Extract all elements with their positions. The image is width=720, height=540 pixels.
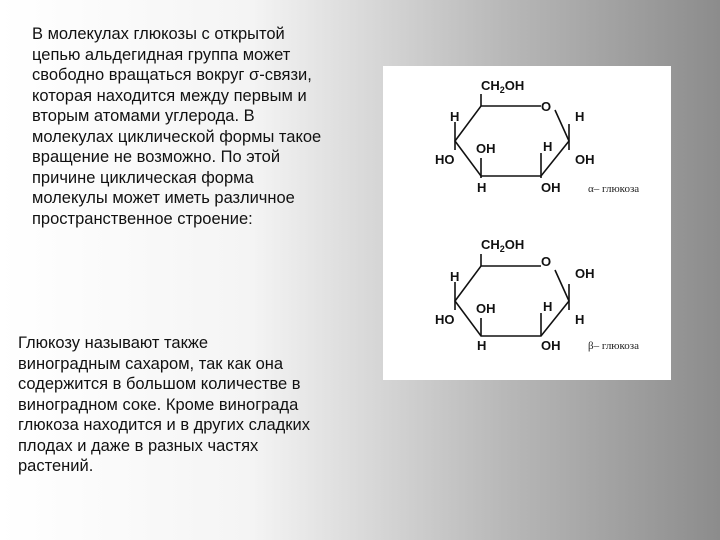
glucose-paragraph: Глюкозу называют также виноградным сахаром, так как она содержится в большом количестве в виноградном соке. Кроме винограда глюкоза находится и в других сладких плодах и даже в разных частях растений. — [18, 334, 310, 475]
beta-c4-h: H — [477, 338, 487, 353]
beta-c3-oh: OH — [476, 301, 496, 316]
beta-c2-h: H — [543, 299, 553, 314]
beta-c1-h: H — [575, 312, 585, 327]
beta-c2-oh: OH — [541, 338, 561, 353]
alpha-ring-oxygen: O — [541, 99, 552, 114]
alpha-c4-h: H — [477, 180, 487, 195]
beta-ch2oh-label: $CH_2OH$ — [481, 237, 525, 254]
structures-panel — [383, 66, 671, 380]
beta-c1-oh: OH — [575, 266, 595, 281]
alpha-glucose-label: α– глюкоза — [588, 183, 640, 195]
alpha-c2-h: H — [543, 139, 553, 154]
beta-ring-oxygen: O — [541, 254, 552, 269]
alpha-c5-h: H — [450, 109, 460, 124]
intro-paragraph: В молекулах глюкозы с открытой цепью альдегидная группа может свободно вращаться вокруг σ-связи, которая находится между первым и вторым атомами углерода. В молекулах циклической формы такое вращение не возможно. По этой причине циклическая форма молекулы может иметь различное пространственное строение: — [32, 25, 322, 228]
alpha-c3-oh: OH — [476, 141, 496, 156]
alpha-c2-oh: OH — [541, 180, 561, 195]
alpha-ch2oh-label: $CH_2OH$ — [481, 78, 525, 95]
alpha-glucose-structure — [435, 78, 639, 195]
alpha-c1-h: H — [575, 109, 585, 124]
alpha-c1-oh: OH — [575, 152, 595, 167]
beta-glucose-structure — [435, 237, 639, 353]
beta-glucose-label: β– глюкоза — [588, 340, 640, 352]
glucose-structures — [383, 66, 671, 380]
beta-c4-ho: HO — [435, 312, 455, 327]
alpha-c4-ho: HO — [435, 152, 455, 167]
beta-c5-h: H — [450, 269, 460, 284]
